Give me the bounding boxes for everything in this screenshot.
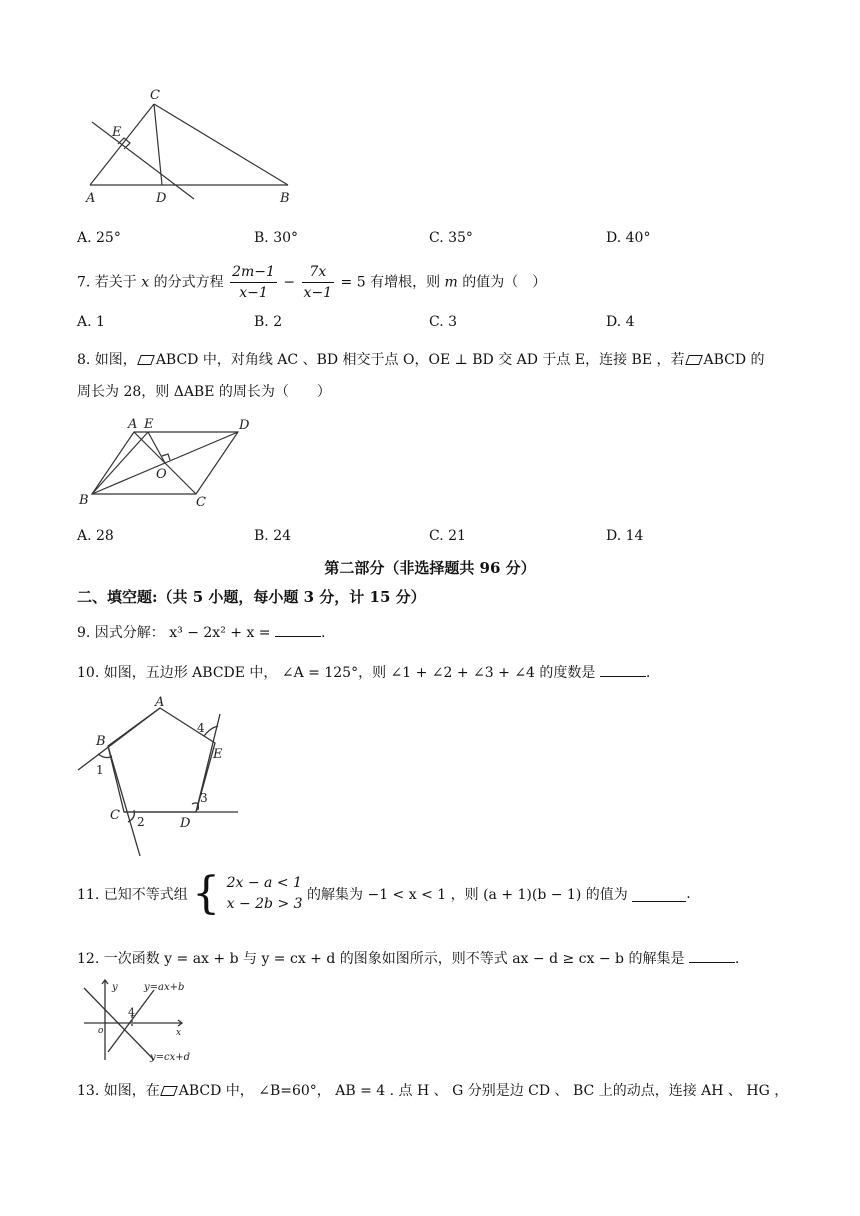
q8-option-a: A. 28 [77, 528, 114, 544]
question-8-line-2: 周长为 28，则 ΔABE 的周长为（ ） [77, 384, 331, 400]
q10-angle-2-label: 2 [137, 815, 145, 829]
q8-option-b: B. 24 [254, 528, 292, 544]
question-12 [77, 948, 739, 968]
q8-label-e: E [144, 417, 154, 432]
q10-extension-ab [78, 708, 160, 770]
q9-answer-blank [275, 622, 321, 637]
q10-extension-bc [108, 746, 140, 856]
q7-fraction-2 [302, 262, 335, 303]
q6-option-c: C. 35° [429, 230, 473, 246]
q13-body: ABCD 中， ∠B=60°， AB = 4 . 点 H 、 G 分别是边 CD 、 BC 上的动点，连接 AH 、 HG ， [178, 1083, 789, 1099]
q12-line-ax-b [108, 990, 154, 1052]
q6-line-cd [154, 104, 162, 185]
q10-pentagon-figure [76, 694, 246, 860]
q10-angle-4-label: 4 [197, 721, 205, 735]
q6-option-d: D. 40° [606, 230, 651, 246]
q7-frac2-denominator: x−1 [303, 285, 333, 301]
q8-label-b: B [79, 493, 89, 508]
q11-brace: { [192, 868, 221, 919]
q12-graph-figure [80, 976, 200, 1062]
q12-answer-blank [689, 948, 735, 963]
question-8-line-1 [77, 349, 765, 369]
q11-mid: 的解集为 −1 < x < 1 ，则 (a + 1)(b − 1) 的值为 [307, 887, 628, 903]
parallelogram-symbol [160, 1086, 178, 1096]
q7-fraction-1 [230, 262, 277, 303]
q7-frac2-numerator: 7x [302, 262, 335, 283]
q7-mid: 的分式方程 [153, 274, 224, 291]
q10-angle-3-label: 3 [200, 791, 208, 805]
q7-var-x: x [141, 274, 150, 291]
question-10 [77, 662, 650, 682]
q10-label-a: A [155, 695, 165, 710]
q10-label-d: D [180, 816, 191, 831]
q12-line-cx-d [84, 988, 154, 1060]
q7-option-a: A. 1 [77, 314, 105, 330]
q11-answer-blank [632, 887, 686, 902]
q12-text: 12. 一次函数 y = ax + b 与 y = cx + d 的图象如图所示，则不等式 ax − d ≥ cx − b 的解集是 [77, 951, 685, 967]
q7-suffix: = 5 有增根，则 [340, 274, 441, 291]
q12-label-origin: o [98, 1026, 104, 1036]
q6-label-b: B [280, 191, 290, 206]
q7-var-m: m [444, 274, 458, 291]
q9-text: 9. 因式分解： x³ − 2x² + x = [77, 625, 271, 641]
q7-option-c: C. 3 [429, 314, 458, 330]
q6-option-b: B. 30° [254, 230, 299, 246]
question-13 [77, 1080, 788, 1100]
q10-label-e: E [213, 747, 223, 762]
q11-inequality-2: x − 2b > 3 [226, 896, 303, 912]
q8-line-be [92, 432, 148, 494]
q11-inequality-1: 2x − a < 1 [226, 875, 302, 891]
q12-label-line-1: y=ax+b [144, 982, 185, 993]
q8-line-eo [148, 432, 165, 463]
q8-parallelogram-figure [76, 412, 266, 512]
q7-end: 的值为（ ） [462, 274, 547, 291]
q12-end: . [734, 951, 740, 967]
question-11 [77, 868, 691, 919]
q10-text: 10. 如图，五边形 ABCDE 中， ∠A = 125°，则 ∠1 + ∠2 + ∠3 + ∠4 的度数是 [77, 665, 596, 681]
section-2-title: 二、填空题:（共 5 小题，每小题 3 分，计 15 分） [77, 588, 426, 606]
parallelogram-symbol [137, 355, 155, 365]
q11-inequality-system [227, 873, 303, 915]
q11-end: . [686, 886, 691, 902]
q7-prefix: 7. 若关于 [77, 274, 137, 291]
q12-label-line-2: y=cx+d [150, 1052, 191, 1062]
q8-line1-end: ABCD 的 [703, 352, 765, 368]
q7-frac1-denominator: x−1 [239, 285, 268, 301]
part-2-title: 第二部分（非选择题共 96 分） [324, 559, 536, 577]
q7-option-b: B. 2 [254, 314, 283, 330]
q6-option-a: A. 25° [77, 230, 121, 246]
q10-end: . [645, 665, 651, 681]
q8-label-a: A [128, 417, 138, 432]
q8-label-d: D [239, 418, 250, 433]
q12-label-x: x [176, 1028, 182, 1038]
q6-label-d: D [156, 191, 167, 206]
q10-label-b: B [96, 734, 106, 749]
q9-end: . [320, 625, 326, 641]
q6-line-ed [92, 122, 194, 199]
q6-label-c: C [150, 88, 160, 103]
q13-prefix: 13. 如图，在 [77, 1083, 160, 1099]
parallelogram-symbol [685, 355, 703, 365]
q6-triangle-figure [78, 86, 308, 208]
q8-label-c: C [196, 495, 206, 510]
question-9 [77, 622, 325, 642]
q10-angle-1-label: 1 [96, 763, 104, 777]
q10-answer-blank [600, 662, 646, 677]
question-7 [77, 262, 546, 303]
q8-label-o: O [156, 467, 167, 482]
q8-prefix: 8. 如图， [77, 352, 137, 368]
q8-option-c: C. 21 [429, 528, 466, 544]
q6-label-e: E [112, 125, 122, 140]
q7-minus: − [283, 274, 296, 291]
q10-label-c: C [110, 808, 120, 823]
q8-body: ABCD 中，对角线 AC 、BD 相交于点 O，OE ⊥ BD 交 AD 于点 E，连接 BE ，若 [155, 352, 685, 368]
q8-option-d: D. 14 [606, 528, 644, 544]
q6-label-a: A [86, 191, 96, 206]
q12-label-4: 4 [128, 1006, 135, 1019]
q7-frac1-numerator: 2m−1 [230, 262, 277, 283]
q6-line-cb [154, 104, 288, 185]
q11-prefix: 11. 已知不等式组 [77, 887, 188, 903]
q12-label-y: y [112, 982, 118, 993]
q7-option-d: D. 4 [606, 314, 635, 330]
